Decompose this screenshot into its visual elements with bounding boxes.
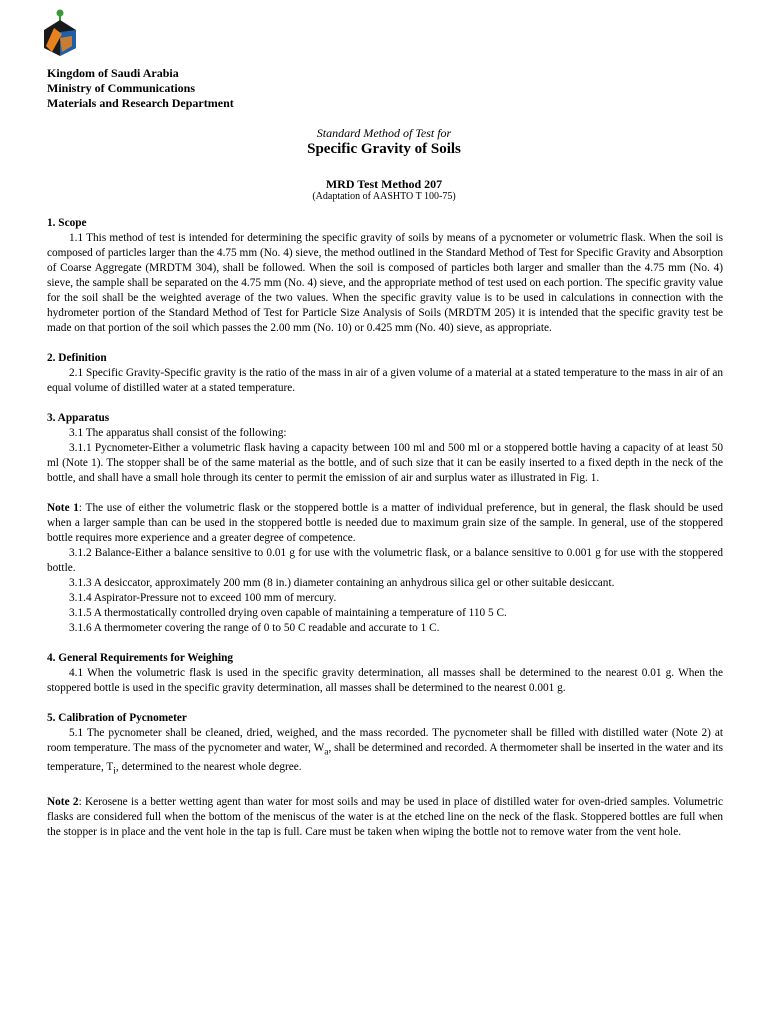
section-heading-calibration: 5. Calibration of Pycnometer bbox=[47, 712, 187, 724]
subscript-a: a bbox=[324, 747, 329, 758]
paragraph-5-1-part-c: , determined to the nearest whole degree. bbox=[115, 761, 302, 774]
paragraph-5-1 bbox=[47, 726, 723, 780]
org-line-country: Kingdom of Saudi Arabia bbox=[47, 66, 179, 80]
note-2-label: Note 2 bbox=[47, 795, 79, 808]
note-1-label: Note 1 bbox=[47, 502, 79, 514]
adaptation-note: (Adaptation of AASHTO T 100-75) bbox=[312, 191, 456, 202]
paragraph-3-1: 3.1 The apparatus shall consist of the following: bbox=[69, 427, 287, 439]
paragraph-3-1-3: 3.1.3 A desiccator, approximately 200 mm (8 in.) diameter containing an anhydrous silica gel or other suitable desiccant. bbox=[69, 577, 615, 589]
note-1 bbox=[47, 501, 723, 546]
document-title: Specific Gravity of Soils bbox=[307, 141, 461, 157]
paragraph-2-1: 2.1 Specific Gravity-Specific gravity is the ratio of the mass in air of a given volume of a material at a stated temperature to the mass in air of an equal volume of distilled water at a stated temperature. bbox=[47, 367, 723, 394]
note-2-text: : Kerosene is a better wetting agent than water for most soils and may be used in place of distilled water for oven-dried samples. Volumetric flasks are considered full when the bottom of the meniscus of the water is at the etched line on the neck of the flask. Stoppered bottles are full when the stopper is in place and the vent hole in the tap is full. Care must be taken when wiping the bottle not to remove water from the vent hole. bbox=[47, 795, 723, 838]
paragraph-1-1: 1.1 This method of test is intended for determining the specific gravity of soils by means of a pycnometer or volumetric flask. When the soil is composed of particles larger than the 4.75 mm (No. 4) sieve, the method outlined in the Standard Method of Test for Specific Gravity and Absorption of Coarse Aggregate (MRDTM 304), shall be followed. When the soil is composed of particles both larger and smaller than the 4.75 mm (No. 4) sieve, the sample shall be separated on the 4.75 mm (No. 4) sieve, and the appropriate method of test used on each portion. The specific gravity value for the soil shall be the weighted average of the two values. When the specific gravity value is to be used in calculations in connection with the hydrometer portion of the Standard Method of Test for Particle Size Analysis of Soils (MRDTM 205) it is intended that the specific gravity test be made on that portion of the soil which passes the 2.00 mm (No. 10) or 0.425 mm (No. 40) sieve, as appropriate. bbox=[47, 232, 723, 334]
paragraph-5-1-part-b: , shall be determined and recorded. A thermometer shall be inserted in the water and its temperature, T bbox=[47, 742, 723, 774]
org-line-ministry: Ministry of Communications bbox=[47, 81, 195, 95]
document-body bbox=[47, 216, 723, 840]
organization-block bbox=[47, 66, 234, 111]
org-line-department: Materials and Research Department bbox=[47, 96, 234, 110]
test-method-number: MRD Test Method 207 bbox=[325, 177, 443, 191]
document-subtitle: Standard Method of Test for bbox=[316, 126, 452, 140]
section-heading-scope: 1. Scope bbox=[47, 217, 87, 229]
paragraph-3-1-5: 3.1.5 A thermostatically controlled drying oven capable of maintaining a temperature of 110 5 C. bbox=[69, 607, 507, 619]
ministry-logo bbox=[38, 8, 82, 58]
paragraph-5-1-part-a: 5.1 The pycnometer shall be cleaned, dried, weighed, and the mass recorded. The pycnometer shall be filled with distilled water (Note 2) at room temperature. The mass of the pycnometer and water, W bbox=[47, 727, 723, 754]
section-heading-apparatus: 3. Apparatus bbox=[47, 412, 110, 424]
subscript-i: i bbox=[113, 766, 116, 777]
section-heading-definition: 2. Definition bbox=[47, 352, 107, 364]
note-2 bbox=[47, 795, 723, 840]
note-1-text: : The use of either the volumetric flask or the stoppered bottle is a matter of individual preference, but in general, the flask should be used when a larger sample than can be used in the stoppered bottle is needed due to maximum grain size of the sample. In general, use of the stoppered bottle requires more experience and a greater degree of competence. bbox=[47, 502, 723, 544]
section-heading-weighing: 4. General Requirements for Weighing bbox=[47, 652, 234, 664]
paragraph-3-1-4: 3.1.4 Aspirator-Pressure not to exceed 100 mm of mercury. bbox=[69, 592, 337, 604]
paragraph-3-1-2: 3.1.2 Balance-Either a balance sensitive to 0.01 g for use with the volumetric flask, or a balance sensitive to 0.001 g for use with the stoppered bottle. bbox=[47, 547, 723, 574]
paragraph-3-1-6: 3.1.6 A thermometer covering the range of 0 to 50 C readable and accurate to 1 C. bbox=[69, 622, 440, 634]
paragraph-3-1-1: 3.1.1 Pycnometer-Either a volumetric flask having a capacity between 100 ml and 500 ml or a stoppered bottle having a capacity of at least 50 ml (Note 1). The stopper shall be of the same material as the bottle, and of such size that it can be easily inserted to a fixed depth in the neck of the bottle, and shall have a small hole through its center to permit the emission of air and surplus water as illustrated in Fig. 1. bbox=[47, 442, 723, 484]
paragraph-4-1: 4.1 When the volumetric flask is used in the specific gravity determination, all masses shall be determined to the nearest 0.01 g. When the stoppered bottle is used in the specific gravity determination, all masses shall be determined to the nearest 0.001 g. bbox=[47, 667, 723, 694]
